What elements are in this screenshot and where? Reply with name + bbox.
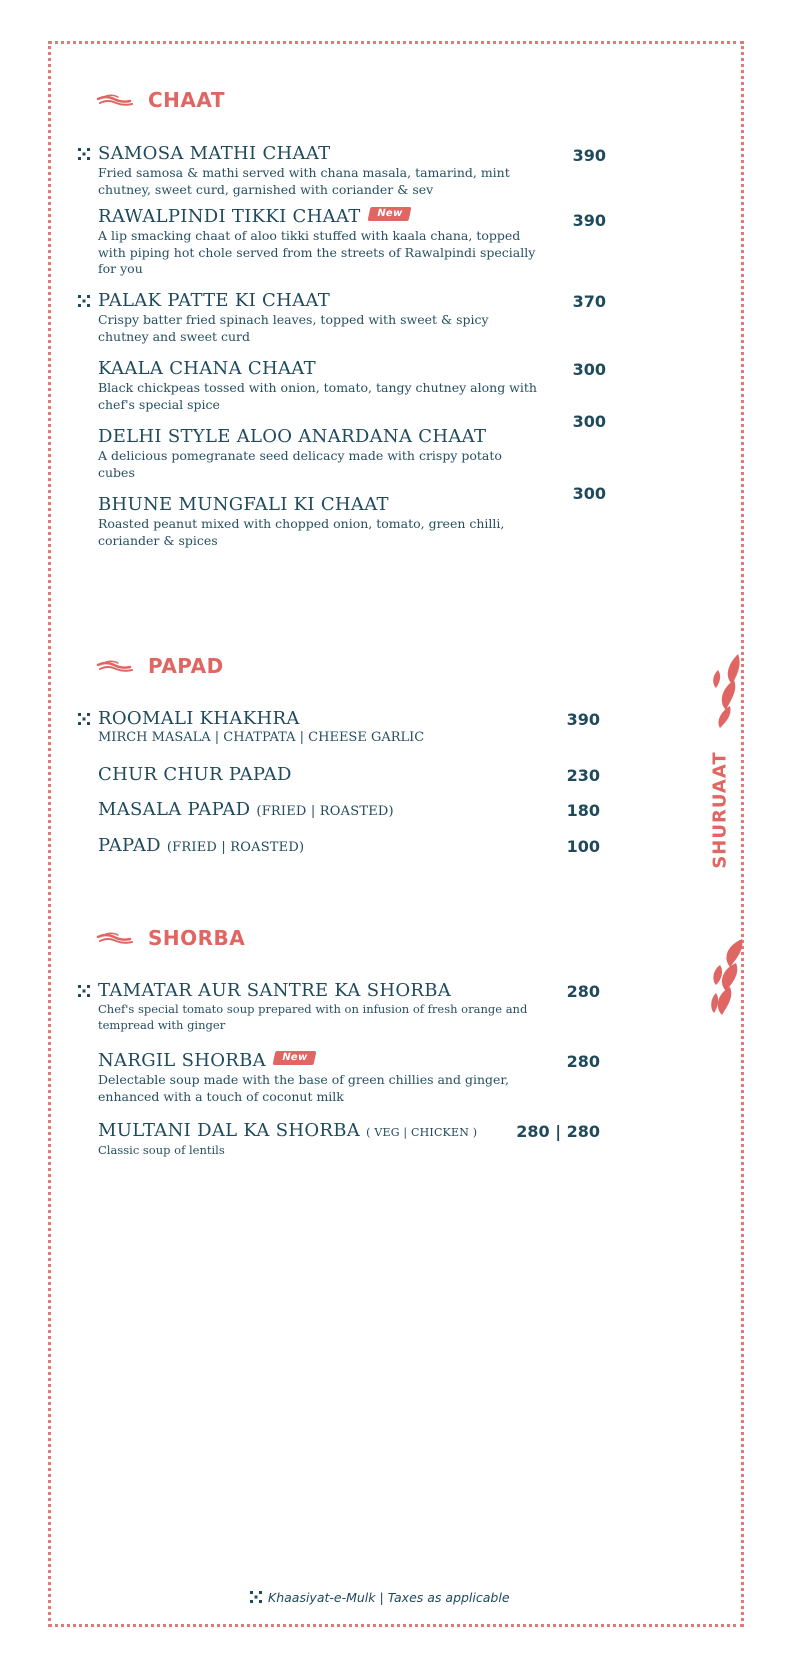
item-description: Black chickpeas tossed with onion, tomato, tangy chutney along with chef's special spice: [98, 380, 537, 412]
item-name: [98, 835, 304, 856]
item-name-text: NARGIL SHORBA: [98, 1050, 266, 1071]
item-description: Chef's special tomato soup prepared with on infusion of fresh orange and tempread with ginger: [98, 1002, 528, 1032]
item-variant: (FRIED | ROASTED): [166, 840, 305, 855]
section-title: CHAAT: [148, 88, 225, 112]
item-name: ROOMALI KHAKHRA: [98, 708, 300, 729]
item-price: 370: [572, 292, 606, 311]
item-description: MIRCH MASALA | CHATPATA | CHEESE GARLIC: [98, 730, 425, 745]
section-header-shorba: [96, 926, 245, 950]
item-price: 280: [566, 1052, 600, 1071]
item-description: A delicious pomegranate seed delicacy made with crispy potato cubes: [98, 448, 502, 480]
item-name-text: MULTANI DAL KA SHORBA: [98, 1120, 361, 1141]
item-price: 300: [572, 412, 606, 431]
item-price: 390: [572, 211, 606, 230]
khaasiyat-special-icon: [78, 713, 90, 725]
item-name-text: RAWALPINDI TIKKI CHAAT: [98, 206, 361, 227]
item-description: Classic soup of lentils: [98, 1143, 225, 1157]
footer-tax-note: Taxes as applicable: [387, 1590, 510, 1605]
section-title: PAPAD: [148, 654, 224, 678]
new-badge: New: [367, 207, 411, 221]
item-name: PALAK PATTE KI CHAAT: [98, 290, 331, 311]
footer-special-label: Khaasiyat-e-Mulk: [268, 1590, 376, 1605]
item-name: BHUNE MUNGFALI KI CHAAT: [98, 494, 389, 515]
item-name: [98, 206, 410, 227]
category-side-title: SHURUAAT: [709, 751, 731, 869]
section-title: SHORBA: [148, 926, 246, 950]
khaasiyat-special-icon: [78, 985, 90, 997]
item-price: 280 | 280: [516, 1122, 600, 1141]
footer-note: [250, 1590, 650, 1605]
new-badge: New: [272, 1051, 316, 1065]
item-price: 100: [566, 837, 600, 856]
brush-stroke-icon: [96, 929, 136, 947]
item-price: 230: [566, 766, 600, 785]
item-price: 390: [572, 146, 606, 165]
item-variant: (FRIED | ROASTED): [256, 804, 394, 819]
item-price: 280: [566, 982, 600, 1001]
item-name: DELHI STYLE ALOO ANARDANA CHAAT: [98, 426, 487, 447]
item-name: KAALA CHANA CHAAT: [98, 358, 316, 379]
item-price: 180: [566, 801, 600, 820]
item-name: SAMOSA MATHI CHAAT: [98, 143, 331, 164]
item-name-text: PAPAD: [98, 835, 161, 856]
item-description: A lip smacking chaat of aloo tikki stuffed with kaala chana, topped with piping hot chole served from the streets of Rawalpindi specially for you: [98, 228, 536, 276]
item-name: TAMATAR AUR SANTRE KA SHORBA: [98, 980, 452, 1001]
footer-separator: |: [379, 1590, 384, 1605]
leaf-decoration-icon: [710, 650, 750, 730]
brush-stroke-icon: [96, 657, 136, 675]
item-name: [98, 1120, 477, 1141]
item-name: [98, 799, 394, 820]
item-description: Crispy batter fried spinach leaves, topped with sweet & spicy chutney and sweet curd: [98, 312, 489, 344]
item-price: 300: [572, 484, 606, 503]
brush-stroke-icon: [96, 91, 136, 109]
item-description: Delectable soup made with the base of green chillies and ginger, enhanced with a touch of coconut milk: [98, 1072, 509, 1104]
item-price: 300: [572, 360, 606, 379]
item-description: Fried samosa & mathi served with chana masala, tamarind, mint chutney, sweet curd, garnished with coriander & sev: [98, 165, 510, 197]
leaf-decoration-icon: [708, 935, 750, 1025]
menu-border: [48, 41, 744, 1627]
item-description: Roasted peanut mixed with chopped onion, tomato, green chilli, coriander & spices: [98, 516, 505, 548]
item-variant: ( VEG | CHICKEN ): [366, 1126, 478, 1139]
section-header-chaat: [96, 88, 225, 112]
item-price: 390: [566, 710, 600, 729]
khaasiyat-special-icon: [78, 295, 90, 307]
section-header-papad: [96, 654, 224, 678]
item-name-text: MASALA PAPAD: [98, 799, 251, 820]
item-name: CHUR CHUR PAPAD: [98, 764, 292, 785]
khaasiyat-special-icon: [250, 1591, 262, 1603]
item-name: [98, 1050, 315, 1071]
khaasiyat-special-icon: [78, 148, 90, 160]
